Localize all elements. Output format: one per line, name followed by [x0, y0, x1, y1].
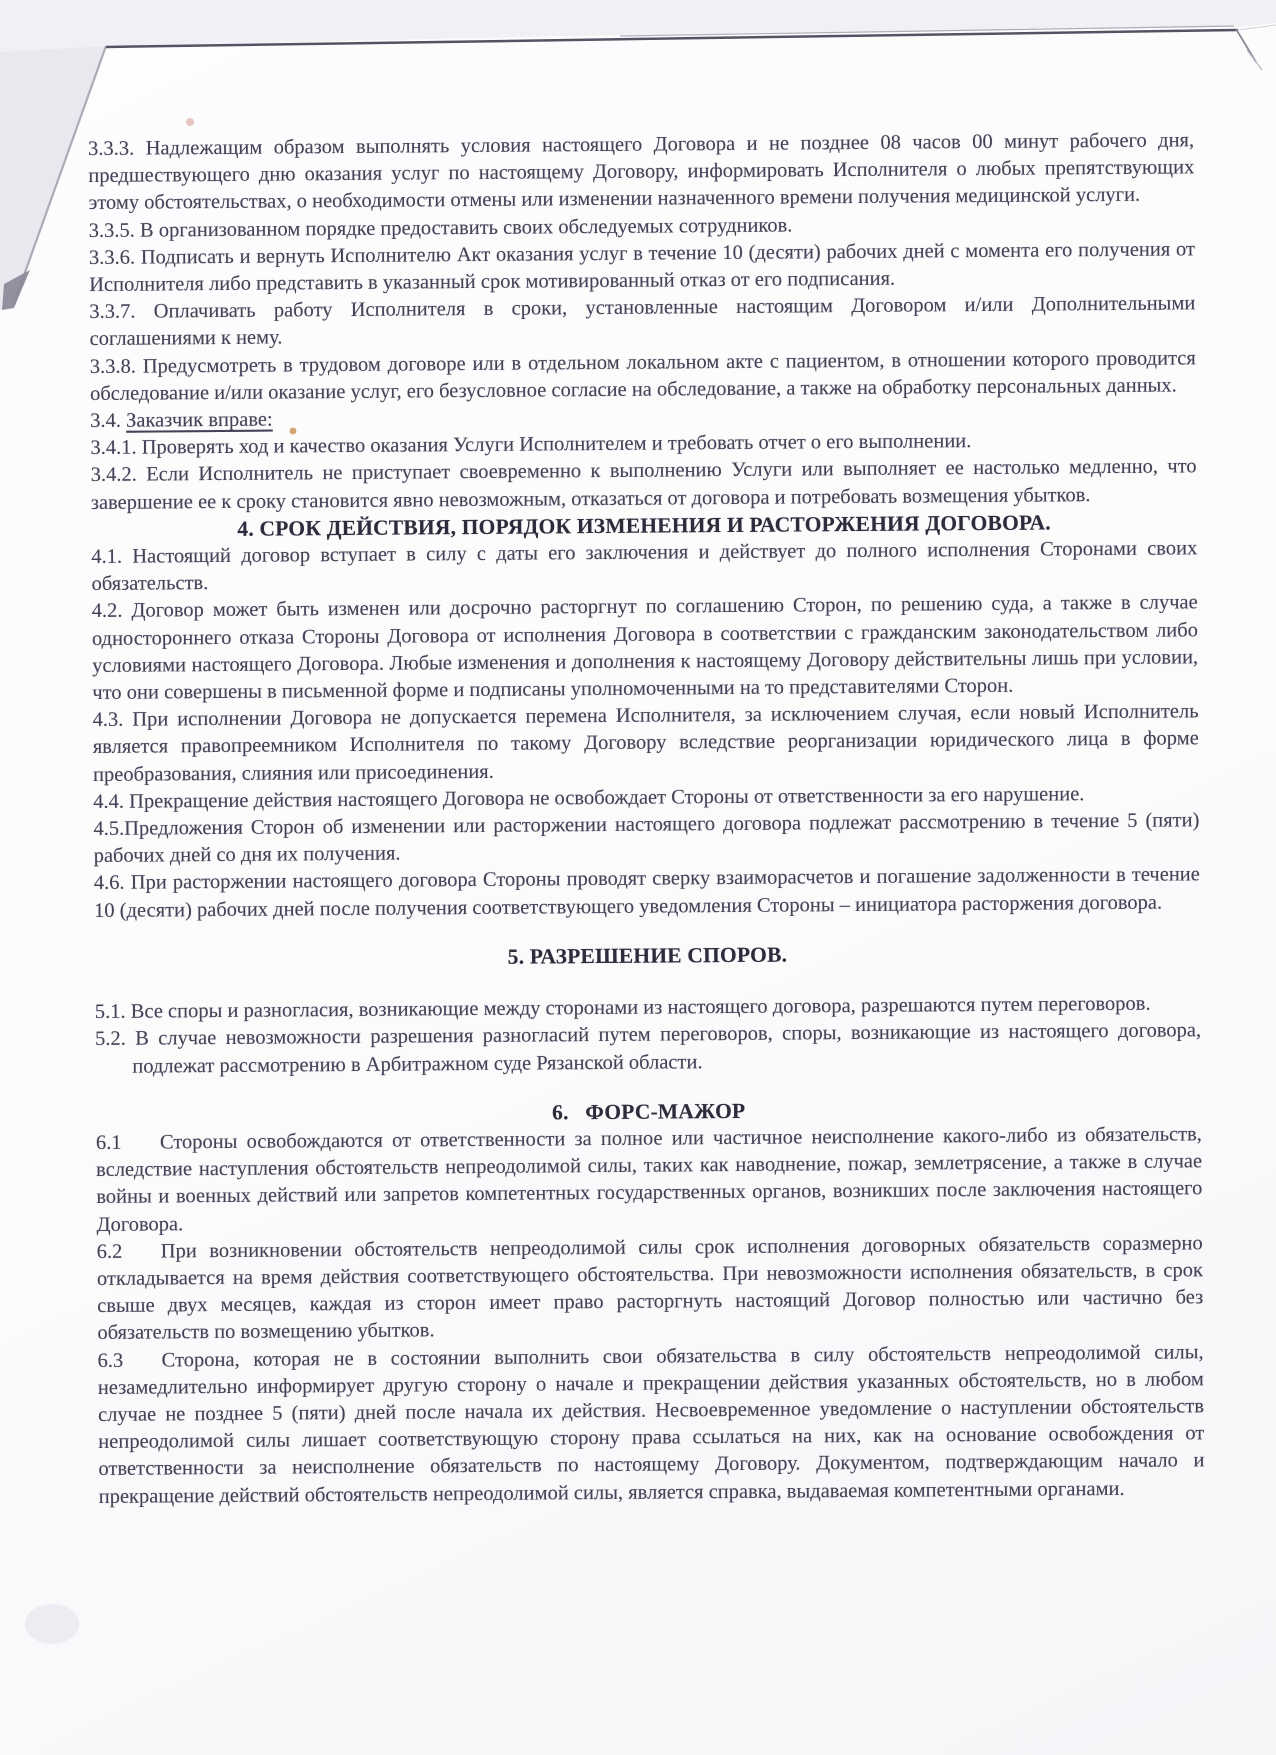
contract-clause: 6.1 Стороны освобождаются от ответственности за полное или частичное неисполнение какого-либо из обязательств, вследствие наступления обстоятельств непреодолимой силы, таких как наводнение, пожар, землетрясение, а также в случае войны и военных действий или запретов компетентных государственных органов, возникших после заключения настоящего Договора.	[95, 1123, 1203, 1236]
clause-number: 6.2	[96, 1240, 123, 1263]
scanner-lid-strip	[0, 0, 1276, 52]
clause-number: 3.4.	[90, 409, 127, 433]
scan-speck-pink	[186, 118, 194, 126]
contract-clause: 3.3.3. Надлежащим образом выполнять условия настоящего Договора и не позднее 08 часов 00 минут рабочего дня, предшествующего дню оказания услуг по настоящему Договору, информировать Исполнителя о любых препятствующих этому обстоятельствах, о необходимости отмены или изменении назначенного времени получения медицинской услуги.	[88, 129, 1195, 215]
underlined-clause-title: Заказчик вправе:	[126, 408, 273, 432]
contract-clause: 4.5.Предложения Сторон об изменении или расторжении настоящего договора подлежат рассмотрению в течение 5 (пяти) рабочих дней со дня их получения.	[93, 809, 1200, 868]
section-heading: 4. СРОК ДЕЙСТВИЯ, ПОРЯДОК ИЗМЕНЕНИЯ И РАСТОРЖЕНИЯ ДОГОВОРА.	[237, 510, 1051, 541]
contract-clause: 6.3 Сторона, которая не в состоянии выполнить свои обязательства в силу обстоятельств непреодолимой силы, незамедлительно информирует другую сторону о начале и прекращении действия указанных обстоятельств, но в любом случае не позднее 5 (пяти) дней после начала их действия. Несвоевременное уведомление о наступлении обстоятельств непреодолимой силы лишает соответствующую сторону права ссылаться на них, как на основание освобождения от ответственности за неисполнение обязательств по настоящему Договору. Документом, подтверждающим начало и прекращение действий обстоятельств непреодолимой силы, является справка, выдаваемая компетентными органами.	[97, 1340, 1205, 1508]
section-heading: 5. РАЗРЕШЕНИЕ СПОРОВ.	[507, 942, 788, 969]
contract-clause: 3.3.8. Предусмотреть в трудовом договоре или в отдельном локальном акте с пациентом, в отношении которого проводится обследование и/или оказание услуг, его безусловное согласие на обследование, а также на обработку персональных данных.	[89, 346, 1196, 405]
contract-clause: 3.4.1. Проверять ход и качество оказания Услуги Исполнителем и требовать отчет о его выполнении.	[90, 430, 972, 460]
contract-clause: 3.3.7. Оплачивать работу Исполнителя в сроки, установленные настоящим Договором и/или Дополнительными соглашениями к нему.	[89, 292, 1196, 351]
clause-number: 6.3	[97, 1349, 124, 1372]
contract-clause: 4.3. При исполнении Договора не допускается перемена Исполнителя, за исключением случая, если новый Исполнитель является правопреемником Исполнителя по такому Договору вследствие реорганизации юридического лица в форме преобразования, слияния или присоединения.	[92, 700, 1199, 786]
scan-smudge	[25, 1604, 79, 1644]
contract-clause: 3.3.6. Подписать и вернуть Исполнителю Акт оказания услуг в течение 10 (десяти) рабочих дней с момента его получения от Исполнителя либо представить в указанный срок мотивированный отказ от его подписания.	[88, 238, 1196, 297]
section-heading: 6. ФОРС-МАЖОР	[551, 1098, 746, 1125]
page-fold-mark-2	[1247, 50, 1262, 70]
contract-clause: 3.3.5. В организованном порядке предоставить своих обследуемых сотрудников.	[88, 214, 793, 242]
contract-clause: 4.1. Настоящий договор вступает в силу с даты его заключения и действует до полного исполнения Сторонами своих обязательств.	[91, 537, 1198, 596]
contract-clause: 4.4. Прекращение действия настоящего Договора не освобождает Стороны от ответственности за его нарушение.	[93, 783, 1085, 813]
contract-clause: 4.2. Договор может быть изменен или досрочно расторгнут по соглашению Сторон, по решению суда, а также в случае одностороннего отказа Стороны Договора от исполнения Договора в соответствии с гражданским законодательством либо условиями настоящего Договора. Любые изменения и дополнения к настоящему Договору действительны лишь при условии, что они совершены в письменной форме и подписаны уполномоченными на то представителями Сторон.	[91, 591, 1199, 705]
contract-clause: 3.4.2. Если Исполнитель не приступает своевременно к выполнению Услуги или выполняет ее настолько медленно, что завершение ее к сроку становится явно невозможным, отказаться от договора и потребовать возмещения убытков.	[90, 455, 1197, 514]
contract-clause: 5.1. Все споры и разногласия, возникающие между сторонами из настоящего договора, разрешаются путем переговоров.	[94, 992, 1151, 1024]
contract-clause: 5.2. В случае невозможности разрешения разногласий путем переговоров, споры, возникающие из настоящего договора, подлежат рассмотрению в Арбитражном суде Рязанской области.	[95, 1019, 1202, 1078]
contract-clause: 6.2 При возникновении обстоятельств непреодолимой силы срок исполнения договорных обязательств соразмерно откладывается на время действия соответствующего обстоятельства. При невозможности исполнения обязательств, в срок свыше двух месяцев, каждая из сторон имеет право расторгнуть настоящий Договор полностью или частично без обязательств по возмещению убытков.	[96, 1231, 1204, 1345]
clause-number: 6.1	[95, 1131, 122, 1154]
contract-text-body	[88, 127, 1205, 1510]
contract-clause: 4.6. При расторжении настоящего договора Стороны проводят сверку взаиморасчетов и погашение задолженности в течение 10 (десяти) рабочих дней после получения соответствующего уведомления Стороны – инициатора расторжения договора.	[93, 863, 1200, 922]
